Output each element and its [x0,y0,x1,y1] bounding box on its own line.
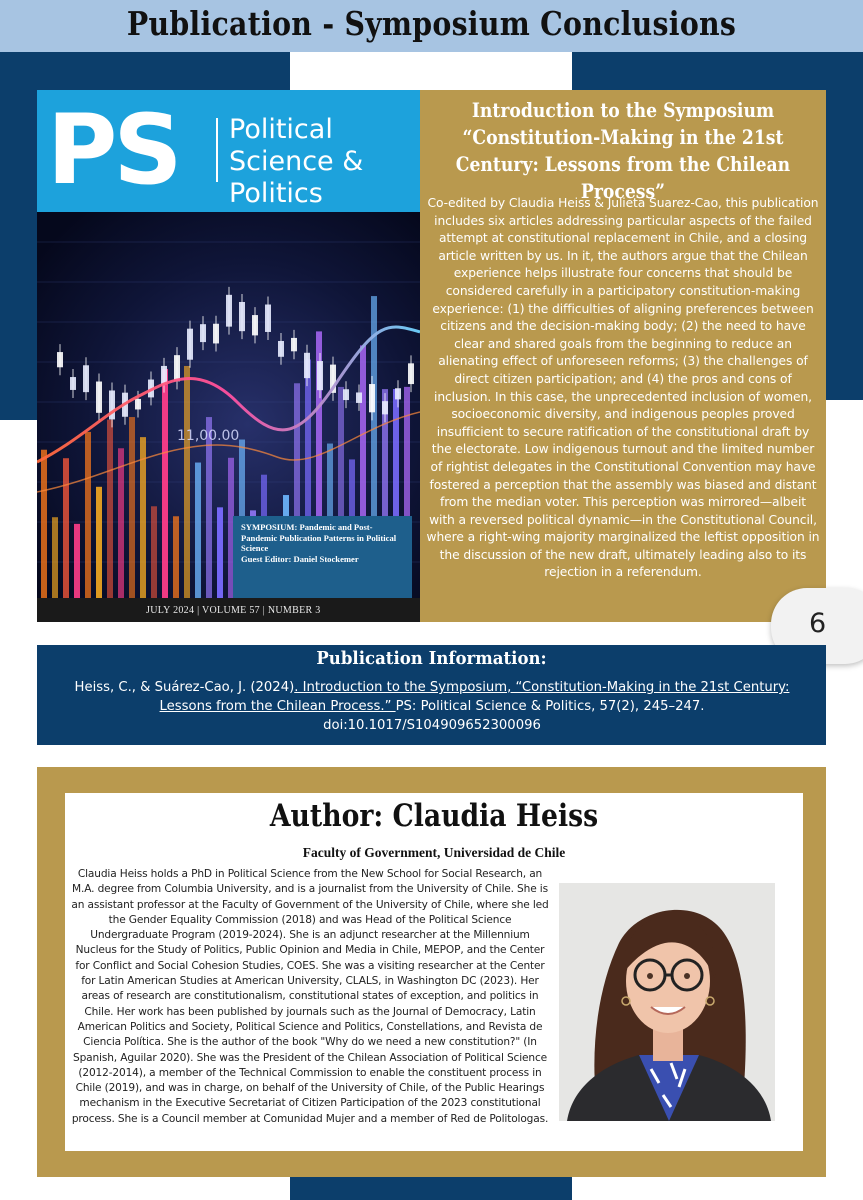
cover-art-bar [173,516,179,598]
cover-art-bar [195,463,201,598]
cover-art-bar [151,506,157,598]
cover-price-label: 11,00.00 [177,428,240,444]
cover-art-candle [213,324,219,344]
cover-art-candle [369,384,375,412]
symposium-intro-box [420,90,826,622]
cover-art-candle [174,355,180,381]
citation-journal: PS: Political Science & Politics, 57(2), 245–247. [395,699,705,714]
cover-art-bar [74,524,80,598]
cover-art-candle [135,399,141,410]
cover-art-candle [408,363,414,384]
cover-art-candle [252,315,258,335]
cover-art-candle [187,329,193,360]
author-photo [559,883,775,1121]
cover-art-bar [129,417,135,598]
cover-art-bar [184,366,190,598]
cover-art-bar [162,369,168,598]
cover-art-candle [395,388,401,399]
cover-art-bar [217,507,223,598]
cover-art-candle [83,365,89,392]
author-card [65,793,803,1151]
publication-citation [47,678,817,735]
symposium-intro-body: Co-edited by Claudia Heiss & Julieta Suarez-Cao, this publication includes six articles addressing particular aspects of the failed attempt at constitutional replacement in Chile, and a closing article written by us. In it, the authors argue that the Chilean experience helps illustrate four concerns that should be considered carefully in a participatory constitution-making experience: (1) the difficulties of aligning preferences between citizens and the decision-making body; (2) the need to have clear and shared goals from the beginning to reduce an alienating effect of unforeseen reforms; (3) the challenges of direct citizen participation; and (4) the pros and cons of inclusion. In this case, the unprecedented inclusion of women, socioeconomic diversity, and indigenous peoples proved insufficient to secure ratification of the constitutional draft by the electorate. Low indigenous turnout and the limited number of rightist delegates in the Constitutional Convention may have fostered a perception that the assembly was biased and distant from the median voter. This perception was mirrored—albeit with a reversed political dynamic—in the Constitutional Council, where a right-wing majority marginalized the leftist opposition in the discussion of the new draft, ultimately leading also to its rejection in a referendum. [426,196,820,580]
navy-block-bottom [290,1177,572,1200]
cover-symposium-box [233,516,412,598]
publication-info-box [37,645,826,745]
cover-divider [216,118,218,182]
cover-art-candle [317,361,323,390]
cover-art-candle [291,338,297,351]
page-title: Publication - Symposium Conclusions [126,4,737,43]
cover-art-candle [356,392,362,402]
cover-art-bar [41,450,47,598]
cover-art-candle [200,324,206,342]
author-affiliation: Faculty of Government, Universidad de Chile [302,845,566,860]
cover-art-bar [63,458,69,598]
cover-art-bar [140,437,146,598]
cover-art-bar [118,448,124,598]
cover-art-candle [70,377,76,390]
cover-art-candle [96,382,102,413]
cover-logo-ps: PS [47,94,179,206]
cover-art-candle [382,401,388,414]
cover-symposium-text: SYMPOSIUM: Pandemic and Post-Pandemic Publication Patterns in Political Science [241,522,397,553]
author-section [37,767,826,1177]
cover-art-bar [206,417,212,598]
cover-journal-name: Political Science & Politics [229,114,364,209]
cover-art-candle [343,389,349,400]
cover-guest-editor: Guest Editor: Daniel Stockemer [241,553,359,564]
cover-art-candle [265,305,271,332]
citation-authors: Heiss, C., & Suárez-Cao, J. (2024) [74,680,295,695]
cover-art-candle [304,353,310,378]
cover-art-bar [85,432,91,598]
cover-art-candle [57,352,63,367]
cover-issue-line: JULY 2024 | VOLUME 57 | NUMBER 3 [37,598,420,622]
journal-cover-image [37,90,420,622]
author-name: Author: Claudia Heiss [269,798,599,834]
cover-art-candle [278,341,284,357]
symposium-intro-title: Introduction to the Symposium “Constitution-Making in the 21st Century: Lessons from the Chilean Process” [455,98,791,203]
citation-doi: doi:10.1017/S104909652300096 [323,718,541,733]
cover-art-bar [52,517,58,598]
page-number: 6 [809,608,827,639]
cover-art-bar [96,487,102,598]
cover-art-bar [107,420,113,598]
publication-info-title: Publication Information: [316,648,547,669]
author-bio: Claudia Heiss holds a PhD in Political Science from the New School for Social Research, an M.A. degree from Columbia University, and is a journalist from the University of Chile. She is an assistant professor at the Faculty of Government of the University of Chile, where she led the Gender Equality Commission (2018) and was Head of the Political Science Undergraduate Program (2019-2024). She is an adjunct researcher at the Millennium Nucleus for the Study of Politics, Public Opinion and Media in Chile, MEPOP, and the Center for Conflict and Social Cohesion Studies, COES. She was a visiting researcher at the Center for Latin American Studies at American University, CLALS, in Washington DC (2023). Her areas of research are constitutionalism, constitutional states of exception, and politics in Chile. Her work has been published by journals such as the Journal of Democracy, Latin American Politics and Society, Political Science and Politics, Constellations, and Revista de Ciencia Política. She is the author of the book "Why do we need a new constitution?" (In Spanish, Aguilar 2020). She was the President of the Chilean Association of Political Science (2012-2014), a member of the Technical Commission to enable the constituent process in Chile (2019), and was in charge, on behalf of the University of Chile, of the Public Hearings mechanism in the Executive Secretariat of Citizen Participation of the 2023 constitutional process. She is a Council member at Comunidad Mujer and a member of Red de Politologas. [71,868,549,1125]
cover-art-candle [226,295,232,327]
cover-masthead [37,90,420,212]
article-link[interactable]: . Introduction to the Symposium, “Constitution-Making in the 21st Century: Lessons from the Chilean Process.” [159,680,790,714]
cover-art-candle [239,302,245,331]
